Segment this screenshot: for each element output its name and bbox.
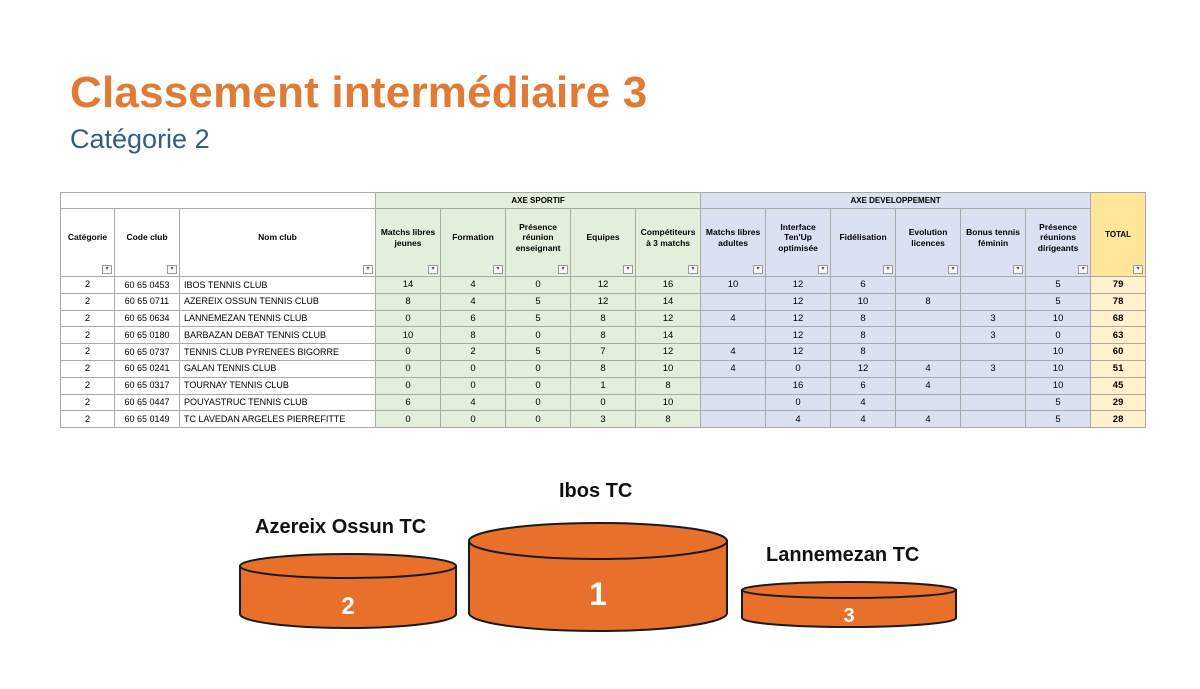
table-cell[interactable]: 2 [61,360,115,377]
table-cell[interactable]: 10 [1026,344,1091,361]
column-header-presence-reunions-dirigeants[interactable] [1026,209,1091,277]
filter-dropdown-icon[interactable]: ▾ [1133,265,1143,274]
table-cell[interactable]: 2 [61,327,115,344]
slide-title: Classement intermédiaire 3 [70,68,648,117]
column-header-label: Equipes [586,232,620,243]
table-cell[interactable]: 5 [506,344,571,361]
ranking-table [60,192,1146,428]
column-header-label: Présence réunion enseignant [515,222,561,253]
table-cell[interactable]: 5 [1026,394,1091,411]
table-cell[interactable]: 0 [376,411,441,428]
table-cell[interactable]: TOURNAY TENNIS CLUB [180,377,376,394]
table-cell[interactable] [961,394,1026,411]
table-cell[interactable]: 0 [376,310,441,327]
table-cell[interactable] [961,277,1026,294]
table-cell[interactable]: LANNEMEZAN TENNIS CLUB [180,310,376,327]
column-header-label: Fidélisation [839,232,887,243]
table-cell[interactable]: 0 [376,360,441,377]
table-cell[interactable]: 4 [701,344,766,361]
total-cell[interactable]: 45 [1091,377,1146,394]
table-cell[interactable]: 4 [766,411,831,428]
table-cell[interactable]: 8 [896,293,961,310]
table-cell[interactable]: 7 [571,344,636,361]
table-cell[interactable]: 14 [636,293,701,310]
table-cell[interactable]: 10 [376,327,441,344]
total-cell[interactable]: 68 [1091,310,1146,327]
total-cell[interactable]: 28 [1091,411,1146,428]
column-header-label: Bonus tennis féminin [966,227,1020,248]
table-cell[interactable]: GALAN TENNIS CLUB [180,360,376,377]
column-header-row [61,209,1146,277]
table-row [61,293,1146,310]
table-cell[interactable]: 60 65 0149 [115,411,180,428]
podium-first-club: Ibos TC [559,480,633,502]
column-header-label: Code club [126,232,168,243]
table-cell[interactable]: 8 [636,411,701,428]
table-cell[interactable]: 60 65 0711 [115,293,180,310]
table-cell[interactable]: 2 [61,377,115,394]
group-header-developpement: AXE DEVELOPPEMENT [701,193,1091,209]
podium-first-rank: 1 [589,576,607,612]
table-cell[interactable]: 4 [896,360,961,377]
table-cell[interactable]: 4 [701,310,766,327]
column-header-matchs-libres-jeunes[interactable] [376,209,441,277]
podium-third-club: Lannemezan TC [766,544,920,566]
table-cell[interactable]: 2 [61,310,115,327]
total-cell[interactable]: 29 [1091,394,1146,411]
table-cell[interactable]: 8 [441,327,506,344]
table-cell[interactable]: 2 [441,344,506,361]
filter-dropdown-icon[interactable]: ▾ [818,265,828,274]
table-body [61,277,1146,428]
table-cell[interactable]: 5 [506,310,571,327]
table-cell[interactable] [896,277,961,294]
table-cell[interactable]: 5 [1026,411,1091,428]
filter-dropdown-icon[interactable]: ▾ [623,265,633,274]
column-header-fidelisation[interactable] [831,209,896,277]
column-header-total[interactable] [1091,193,1146,277]
table-cell[interactable]: 10 [1026,310,1091,327]
table-cell[interactable]: 0 [506,327,571,344]
table-cell[interactable]: 16 [636,277,701,294]
table-cell[interactable]: 3 [961,360,1026,377]
filter-dropdown-icon[interactable]: ▾ [167,265,177,274]
table-cell[interactable]: 60 65 0447 [115,394,180,411]
table-cell[interactable]: 60 65 0634 [115,310,180,327]
column-header-competiteurs-3-matchs[interactable] [636,209,701,277]
table-cell[interactable]: 10 [636,394,701,411]
table-cell[interactable]: 10 [701,277,766,294]
table-cell[interactable] [701,327,766,344]
table-cell[interactable]: 0 [506,277,571,294]
filter-dropdown-icon[interactable]: ▾ [493,265,503,274]
table-row [61,310,1146,327]
column-header-label: Formation [452,232,494,243]
table-cell[interactable]: 3 [961,327,1026,344]
podium-second-rank: 2 [341,593,355,620]
table-cell[interactable]: 0 [766,360,831,377]
table-cell[interactable]: 10 [1026,377,1091,394]
column-header-equipes[interactable] [571,209,636,277]
table-cell[interactable]: 60 65 0737 [115,344,180,361]
table-cell[interactable]: 8 [831,344,896,361]
column-header-label: Catégorie [67,232,108,243]
table-cell[interactable] [896,394,961,411]
table-cell[interactable] [896,344,961,361]
podium-second-step [238,552,458,632]
table-cell[interactable] [896,310,961,327]
table-cell[interactable]: 0 [1026,327,1091,344]
table-cell[interactable]: 14 [636,327,701,344]
table-cell[interactable]: 12 [766,327,831,344]
table-cell[interactable]: 5 [1026,293,1091,310]
slide-subtitle: Catégorie 2 [70,124,210,154]
filter-dropdown-icon[interactable]: ▾ [688,265,698,274]
table-cell[interactable] [701,377,766,394]
table-cell[interactable]: 4 [831,411,896,428]
table-cell[interactable]: 6 [376,394,441,411]
total-cell[interactable]: 78 [1091,293,1146,310]
table-cell[interactable]: 4 [831,394,896,411]
table-cell[interactable] [961,293,1026,310]
column-header-label: Compétiteurs à 3 matchs [640,227,696,248]
table-cell[interactable]: 12 [766,277,831,294]
table-cell[interactable]: 4 [441,394,506,411]
podium-second-club: Azereix Ossun TC [255,516,427,538]
table-row [61,377,1146,394]
table-cell[interactable]: 4 [896,411,961,428]
table-cell[interactable]: 8 [571,310,636,327]
total-cell[interactable]: 63 [1091,327,1146,344]
table-cell[interactable] [701,293,766,310]
table-cell[interactable]: 0 [441,360,506,377]
table-cell[interactable] [961,344,1026,361]
column-header-formation[interactable] [441,209,506,277]
table-cell[interactable]: BARBAZAN DEBAT TENNIS CLUB [180,327,376,344]
total-cell[interactable]: 60 [1091,344,1146,361]
filter-dropdown-icon[interactable]: ▾ [1013,265,1023,274]
table-cell[interactable]: 10 [1026,360,1091,377]
table-cell[interactable]: 8 [571,360,636,377]
table-cell[interactable]: 12 [766,310,831,327]
table-cell[interactable] [896,327,961,344]
column-header-bonus-tennis-feminin[interactable] [961,209,1026,277]
table-cell[interactable]: 8 [571,327,636,344]
table-row [61,344,1146,361]
table-cell[interactable]: 14 [376,277,441,294]
table-cell[interactable] [961,411,1026,428]
table-cell[interactable]: 8 [831,327,896,344]
table-cell[interactable]: 60 65 0317 [115,377,180,394]
column-header-evolution-licences[interactable] [896,209,961,277]
table-cell[interactable]: 6 [831,377,896,394]
table-cell[interactable]: 0 [441,411,506,428]
table-cell[interactable]: 60 65 0241 [115,360,180,377]
table-row [61,394,1146,411]
table-cell[interactable]: 3 [571,411,636,428]
table-cell[interactable]: 5 [1026,277,1091,294]
table-cell[interactable]: 4 [701,360,766,377]
podium-third-step [740,580,958,630]
column-header-label: Matchs libres jeunes [380,227,436,248]
total-cell[interactable]: 51 [1091,360,1146,377]
table-cell[interactable]: 8 [831,310,896,327]
table-cell[interactable]: 0 [506,394,571,411]
table-cell[interactable]: 8 [636,377,701,394]
table-cell[interactable]: 2 [61,277,115,294]
table-cell[interactable]: 12 [636,344,701,361]
filter-dropdown-icon[interactable]: ▾ [428,265,438,274]
table-cell[interactable]: 10 [831,293,896,310]
column-header-label: Matchs libres adultes [705,227,761,248]
table-cell[interactable]: AZEREIX OSSUN TENNIS CLUB [180,293,376,310]
table-cell[interactable]: 60 65 0180 [115,327,180,344]
column-header-label: Présence réunions dirigeants [1037,222,1079,253]
table-cell[interactable]: 5 [506,293,571,310]
table-cell[interactable]: 0 [766,394,831,411]
table-row [61,277,1146,294]
podium-third-rank: 3 [843,605,855,627]
table-cell[interactable]: IBOS TENNIS CLUB [180,277,376,294]
table-cell[interactable]: 4 [441,293,506,310]
table-cell[interactable] [961,377,1026,394]
table-cell[interactable]: TC LAVEDAN ARGELES PIERREFITTE [180,411,376,428]
table-cell[interactable]: 6 [831,277,896,294]
total-cell[interactable]: 79 [1091,277,1146,294]
podium-first-step [467,521,729,633]
table-cell[interactable]: 12 [766,293,831,310]
table-cell[interactable]: 0 [506,377,571,394]
column-header-code-club[interactable] [115,209,180,277]
column-header-matchs-libres-adultes[interactable] [701,209,766,277]
column-header-interface-tenup[interactable] [766,209,831,277]
table-cell[interactable]: 60 65 0453 [115,277,180,294]
column-header-label: Interface Ten'Up optimisée [778,222,818,253]
column-header-nom-club[interactable] [180,209,376,277]
filter-dropdown-icon[interactable]: ▾ [102,265,112,274]
table-cell[interactable]: 2 [61,411,115,428]
table-row [61,360,1146,377]
filter-dropdown-icon[interactable]: ▾ [948,265,958,274]
filter-dropdown-icon[interactable]: ▾ [558,265,568,274]
table-cell[interactable]: 12 [636,310,701,327]
table-cell[interactable]: 12 [571,277,636,294]
table-cell[interactable]: 2 [61,394,115,411]
table-cell[interactable]: 2 [61,344,115,361]
table-cell[interactable]: 10 [636,360,701,377]
table-cell[interactable]: 4 [441,277,506,294]
filter-dropdown-icon[interactable]: ▾ [1078,265,1088,274]
table-cell[interactable]: 12 [766,344,831,361]
table-cell[interactable]: 4 [896,377,961,394]
table-cell[interactable]: 0 [571,394,636,411]
group-header-sportif: AXE SPORTIF [376,193,701,209]
column-header-label: Nom club [258,232,297,243]
group-header-blank [61,193,376,209]
filter-dropdown-icon[interactable]: ▾ [753,265,763,274]
table-cell[interactable]: 8 [376,293,441,310]
table-cell[interactable]: 12 [571,293,636,310]
table-cell[interactable]: 3 [961,310,1026,327]
table-row [61,327,1146,344]
column-header-presence-reunion-enseignant[interactable] [506,209,571,277]
table-cell[interactable]: 0 [376,344,441,361]
filter-dropdown-icon[interactable]: ▾ [363,265,373,274]
table-cell[interactable] [701,394,766,411]
table-row [61,411,1146,428]
group-header-row [61,193,1146,209]
table-cell[interactable] [701,411,766,428]
table-cell[interactable]: 1 [571,377,636,394]
table-cell[interactable]: 6 [441,310,506,327]
filter-dropdown-icon[interactable]: ▾ [883,265,893,274]
column-header-label: Evolution licences [908,227,948,248]
table-cell[interactable]: 0 [506,411,571,428]
column-header-category[interactable] [61,209,115,277]
table-cell[interactable]: POUYASTRUC TENNIS CLUB [180,394,376,411]
table-cell[interactable]: 0 [506,360,571,377]
table-cell[interactable]: 0 [441,377,506,394]
column-header-label: TOTAL [1105,229,1132,239]
table-cell[interactable]: 16 [766,377,831,394]
table-cell[interactable]: 0 [376,377,441,394]
table-cell[interactable]: 2 [61,293,115,310]
table-cell[interactable]: TENNIS CLUB PYRENEES BIGORRE [180,344,376,361]
table-cell[interactable]: 12 [831,360,896,377]
